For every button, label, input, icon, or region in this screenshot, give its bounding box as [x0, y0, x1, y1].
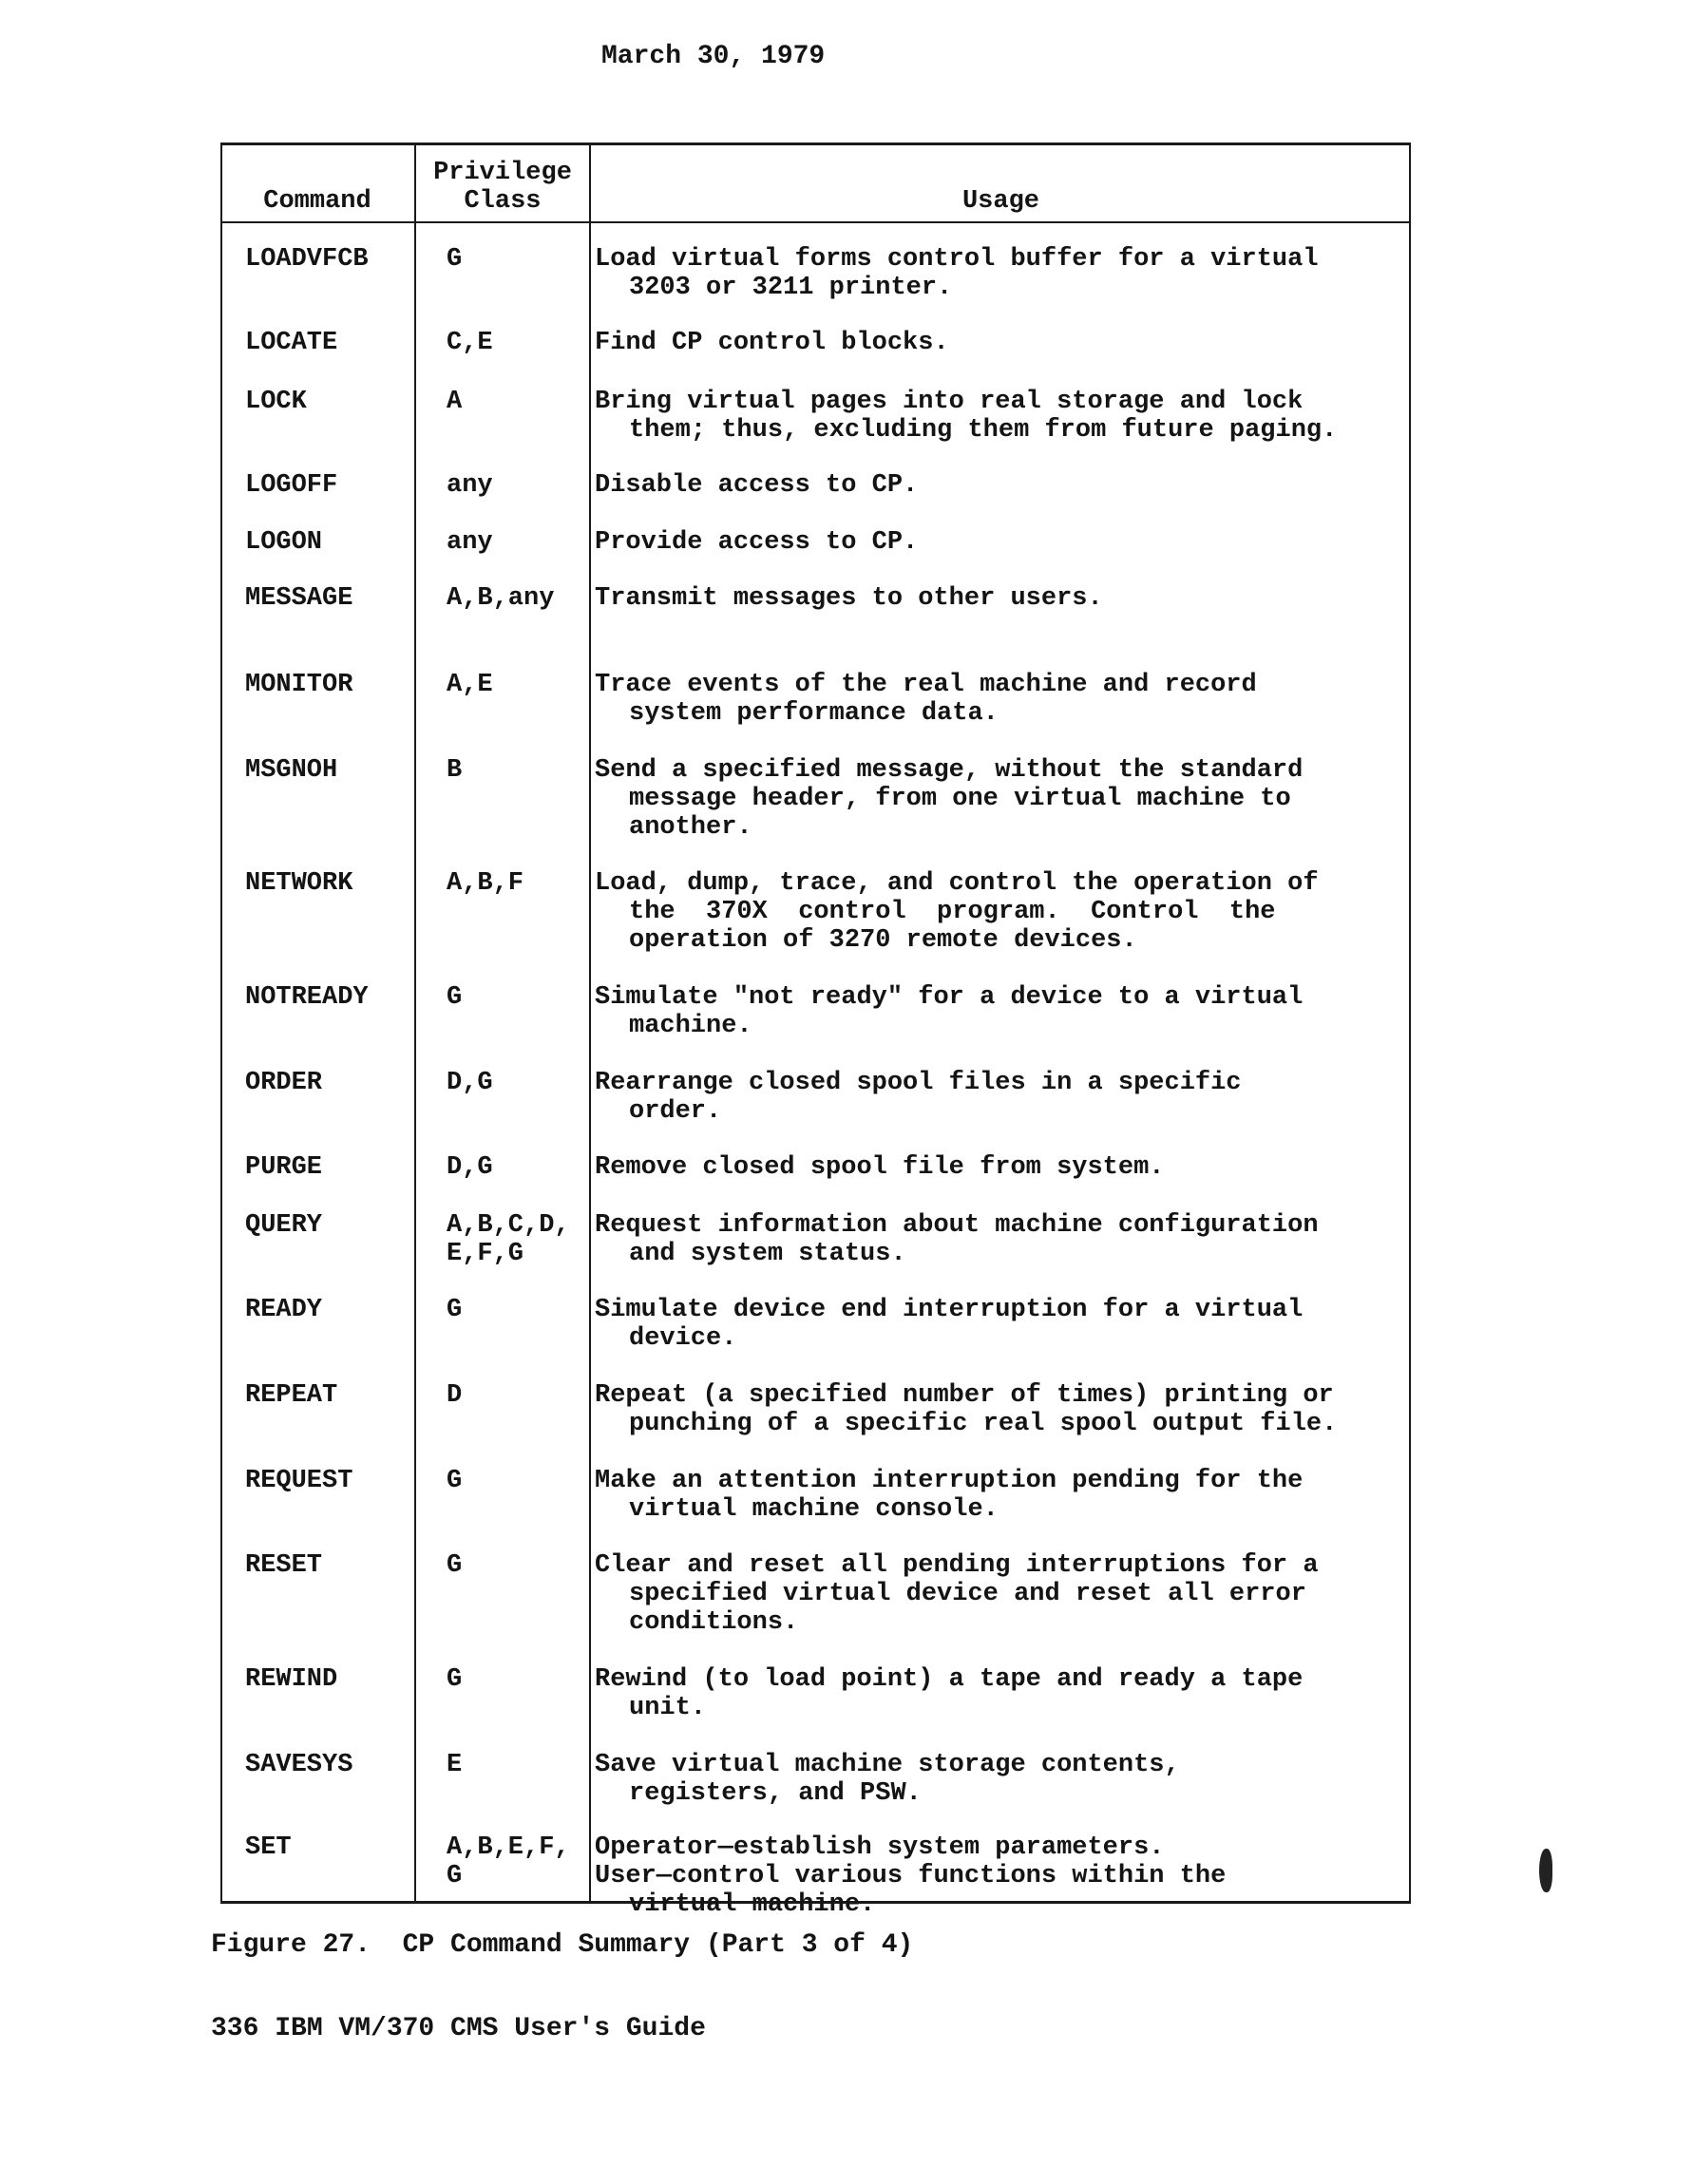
usage-line: them; thus, excluding them from future paging. — [629, 416, 1338, 445]
header-privilege-line1: Privilege — [433, 159, 572, 187]
usage-line: Make an attention interruption pending for the — [595, 1467, 1304, 1495]
privilege-class-cell: A,B,any — [447, 584, 555, 613]
privilege-class-cell: E — [447, 1751, 463, 1779]
header-rule — [220, 221, 1411, 223]
usage-line: Load virtual forms control buffer for a virtual — [595, 245, 1319, 274]
command-cell: REWIND — [245, 1665, 338, 1694]
page-date: March 30, 1979 — [601, 42, 826, 71]
privilege-class-cell: G — [447, 245, 463, 274]
privilege-class-cell: A,E — [447, 671, 493, 699]
usage-line: Simulate device end interruption for a virtual — [595, 1296, 1304, 1324]
command-cell: QUERY — [245, 1211, 323, 1240]
privilege-class-cell: D — [447, 1381, 463, 1410]
usage-cell — [595, 329, 1412, 357]
column-divider-class — [589, 142, 591, 1904]
usage-cell — [595, 584, 1412, 613]
command-cell: SET — [245, 1833, 292, 1862]
usage-cell — [595, 983, 1412, 1040]
usage-line: Bring virtual pages into real storage and lock — [595, 388, 1304, 416]
usage-cell — [595, 756, 1412, 842]
privilege-class-cell: A,B,C,D, E,F,G — [447, 1211, 570, 1268]
header-command: Command — [263, 187, 371, 216]
usage-line: the 370X control program. Control the — [629, 898, 1276, 926]
usage-cell — [595, 1381, 1412, 1438]
column-divider-command — [414, 142, 416, 1904]
command-cell: LOGON — [245, 528, 323, 557]
privilege-class-cell: D,G — [447, 1069, 493, 1097]
command-cell: LOGOFF — [245, 471, 338, 500]
usage-line: Transmit messages to other users. — [595, 584, 1103, 613]
command-cell: MONITOR — [245, 671, 353, 699]
usage-line: Find CP control blocks. — [595, 329, 949, 357]
usage-line: machine. — [629, 1012, 752, 1040]
privilege-class-cell: A — [447, 388, 463, 416]
command-cell: PURGE — [245, 1153, 323, 1182]
usage-line: virtual machine console. — [629, 1495, 999, 1524]
usage-line: punching of a specific real spool output file. — [629, 1410, 1338, 1438]
command-cell: LOADVFCB — [245, 245, 369, 274]
usage-line: Operator—establish system parameters. — [595, 1833, 1165, 1862]
command-cell: READY — [245, 1296, 323, 1324]
command-cell: RESET — [245, 1551, 323, 1580]
ink-mark — [1539, 1849, 1552, 1892]
privilege-class-cell: any — [447, 471, 493, 500]
usage-cell — [595, 528, 1412, 557]
usage-line: virtual machine. — [629, 1890, 876, 1919]
usage-cell — [595, 1551, 1412, 1637]
usage-cell — [595, 471, 1412, 500]
usage-line: system performance data. — [629, 699, 999, 728]
privilege-class-cell: G — [447, 1296, 463, 1324]
privilege-class-cell: G — [447, 1467, 463, 1495]
privilege-class-cell: G — [447, 1551, 463, 1580]
usage-line: Simulate "not ready" for a device to a virtual — [595, 983, 1304, 1012]
usage-line: Repeat (a specified number of times) printing or — [595, 1381, 1334, 1410]
usage-line: and system status. — [629, 1240, 906, 1268]
usage-line: Provide access to CP. — [595, 528, 919, 557]
command-cell: NOTREADY — [245, 983, 369, 1012]
usage-line: device. — [629, 1324, 737, 1353]
usage-line: operation of 3270 remote devices. — [629, 926, 1137, 955]
usage-line: order. — [629, 1097, 722, 1126]
usage-cell — [595, 1751, 1412, 1808]
usage-cell — [595, 1467, 1412, 1524]
usage-cell — [595, 1069, 1412, 1126]
header-usage: Usage — [961, 187, 1039, 216]
usage-line: Clear and reset all pending interruptions for a — [595, 1551, 1319, 1580]
command-cell: MESSAGE — [245, 584, 353, 613]
usage-cell — [595, 1833, 1412, 1919]
command-cell: LOCK — [245, 388, 307, 416]
usage-line: Load, dump, trace, and control the operation of — [595, 869, 1319, 898]
usage-cell — [595, 1211, 1412, 1268]
usage-cell — [595, 245, 1412, 302]
usage-cell — [595, 1665, 1412, 1722]
privilege-class-cell: A,B,F — [447, 869, 524, 898]
usage-cell — [595, 671, 1412, 728]
privilege-class-cell: G — [447, 1665, 463, 1694]
usage-line: registers, and PSW. — [629, 1779, 922, 1808]
usage-cell — [595, 1296, 1412, 1353]
usage-line: unit. — [629, 1694, 707, 1722]
command-cell: SAVESYS — [245, 1751, 353, 1779]
privilege-class-cell: C,E — [447, 329, 493, 357]
usage-cell — [595, 869, 1412, 955]
figure-caption: Figure 27. CP Command Summary (Part 3 of 4) — [211, 1930, 914, 1960]
usage-line: Rearrange closed spool files in a specific — [595, 1069, 1242, 1097]
usage-line: Request information about machine configuration — [595, 1211, 1319, 1240]
command-cell: MSGNOH — [245, 756, 338, 785]
usage-cell — [595, 1153, 1412, 1182]
command-cell: REQUEST — [245, 1467, 353, 1495]
header-privilege — [416, 159, 589, 216]
usage-line: another. — [629, 813, 752, 842]
usage-line: Save virtual machine storage contents, — [595, 1751, 1180, 1779]
privilege-class-cell: D,G — [447, 1153, 493, 1182]
privilege-class-cell: any — [447, 528, 493, 557]
usage-line: Send a specified message, without the standard — [595, 756, 1304, 785]
usage-line: 3203 or 3211 printer. — [629, 274, 953, 302]
privilege-class-cell: A,B,E,F, G — [447, 1833, 570, 1890]
usage-line: specified virtual device and reset all error — [629, 1580, 1306, 1608]
privilege-class-cell: G — [447, 983, 463, 1012]
usage-line: conditions. — [629, 1608, 799, 1637]
command-cell: REPEAT — [245, 1381, 338, 1410]
privilege-class-cell: B — [447, 756, 463, 785]
usage-line: Trace events of the real machine and record — [595, 671, 1257, 699]
command-cell: LOCATE — [245, 329, 338, 357]
usage-line: User—control various functions within the — [595, 1862, 1227, 1890]
command-cell: ORDER — [245, 1069, 323, 1097]
page-footer: 336 IBM VM/370 CMS User's Guide — [211, 2014, 706, 2043]
usage-line: Disable access to CP. — [595, 471, 919, 500]
usage-cell — [595, 388, 1412, 445]
usage-line: Remove closed spool file from system. — [595, 1153, 1165, 1182]
usage-line: Rewind (to load point) a tape and ready a tape — [595, 1665, 1304, 1694]
header-privilege-line2: Class — [464, 187, 542, 216]
usage-line: message header, from one virtual machine to — [629, 785, 1291, 813]
command-cell: NETWORK — [245, 869, 353, 898]
